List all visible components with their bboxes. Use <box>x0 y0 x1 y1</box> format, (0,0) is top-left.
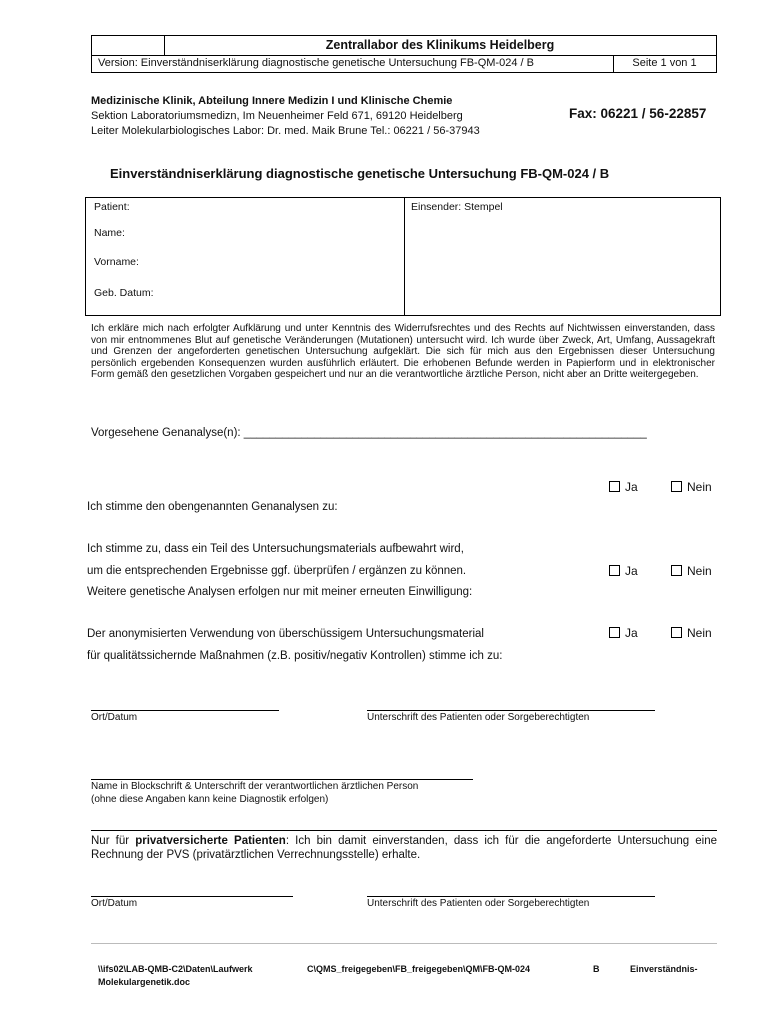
header-page-number: Seite 1 von 1 <box>632 57 697 69</box>
physician-signature-label: Name in Blockschrift & Unterschrift der verantwortlichen ärztlichen Person <box>91 781 419 792</box>
footer-document-name: Einverständnis- <box>630 964 698 974</box>
q3-ja-label: Ja <box>625 626 638 640</box>
q3-nein-label: Nein <box>687 626 712 640</box>
checkbox-icon <box>609 627 620 638</box>
patient-box <box>85 197 721 316</box>
pvs-paragraph <box>91 834 717 862</box>
header-row-title <box>92 36 716 56</box>
checkbox-icon <box>609 481 620 492</box>
header-empty-cell <box>92 36 165 55</box>
header-title: Zentrallabor des Klinikums Heidelberg <box>325 38 555 52</box>
q3-nein-checkbox[interactable] <box>671 626 712 640</box>
signature-line-physician[interactable] <box>91 779 473 780</box>
question-3-line-2: für qualitätssichernde Maßnahmen (z.B. positiv/negativ Kontrollen) stimme ich zu: <box>87 650 503 662</box>
department-line-3: Leiter Molekularbiologisches Labor: Dr. med. Maik Brune Tel.: 06221 / 56-37943 <box>91 125 480 137</box>
physician-signature-note: (ohne diese Angaben kann keine Diagnostik erfolgen) <box>91 794 329 805</box>
consent-paragraph: Ich erkläre mich nach erfolgter Aufklärung und unter Kenntnis des Widerrufsrechtes und des Rechts auf Nichtwissen einverstanden, dass von mir entnommenes Blut auf genetische Veränderungen (Mutationen) untersucht wird. Ich wurde über Zweck, Art, Umfang, Aussagekraft und Grenzen der angeforderten genetischen Untersuchung aufgeklärt. Die sich für mich aus den Ergebnissen dieser Untersuchung persönlich ergebenden Konsequenzen wurden ausführlich erläutert. Die erhobenen Befunde werden in Papierform und in elektronischer Form gemäß den gesetzlichen Vorgaben gespeichert und nur an die verantwortliche ärztliche Person, nicht aber an Dritte weitergegeben. <box>91 323 715 380</box>
ort-datum-label-1: Ort/Datum <box>91 712 138 723</box>
pvs-bold: privatversicherte Patienten <box>135 835 286 847</box>
question-2-line-2: um die entsprechenden Ergebnisse ggf. überprüfen / ergänzen zu können. <box>87 565 467 577</box>
footer-revision: B <box>593 964 600 974</box>
footer-rule <box>91 943 717 944</box>
ort-datum-label-2: Ort/Datum <box>91 898 138 909</box>
patient-birthdate-field[interactable]: Geb. Datum: <box>94 287 154 299</box>
signature-line-patient-2[interactable] <box>367 896 655 897</box>
signature-line-patient-1[interactable] <box>367 710 655 711</box>
department-line-2: Sektion Laboratoriumsmedizn, Im Neuenheimer Feld 671, 69120 Heidelberg <box>91 110 463 122</box>
patient-signature-label-2: Unterschrift des Patienten oder Sorgeberechtigten <box>367 898 590 909</box>
q1-ja-label: Ja <box>625 480 638 494</box>
header-version: Version: Einverständniserklärung diagnostische genetische Untersuchung FB-QM-024 / B <box>98 57 534 69</box>
genanalyse-blank[interactable]: _______________________________________________________________ <box>243 427 647 439</box>
question-2-line-3: Weitere genetische Analysen erfolgen nur mit meiner erneuten Einwilligung: <box>87 586 473 598</box>
question-1: Ich stimme den obengenannten Genanalysen zu: <box>87 501 338 513</box>
pvs-prefix: Nur für <box>91 835 136 847</box>
footer-path-2: C\QMS_freigegeben\FB_freigegeben\QM\FB-QM-024 <box>307 964 531 974</box>
signature-line-ort-datum-1[interactable] <box>91 710 279 711</box>
signature-line-ort-datum-2[interactable] <box>91 896 293 897</box>
q3-ja-checkbox[interactable] <box>609 626 638 640</box>
checkbox-icon <box>609 565 620 576</box>
patient-name-field[interactable]: Name: <box>94 227 125 239</box>
sender-stamp-field[interactable]: Einsender: Stempel <box>411 201 503 213</box>
q2-nein-label: Nein <box>687 564 712 578</box>
patient-vorname-field[interactable]: Vorname: <box>94 256 139 268</box>
department-line-1: Medizinische Klinik, Abteilung Innere Medizin I und Klinische Chemie <box>91 95 453 107</box>
footer-path-1-line-1: \\ifs02\LAB-QMB-C2\Daten\Laufwerk <box>98 964 253 974</box>
pvs-rest: : Ich bin damit einverstanden, dass ich für die angeforderte Untersuchung eine Rechnung der PVS (privatärztlichen Verrechnungsstelle) erhalte. <box>91 835 718 861</box>
patient-label: Patient: <box>94 201 130 213</box>
fax-number: Fax: 06221 / 56-22857 <box>569 106 707 121</box>
header-row-version <box>92 55 716 72</box>
document-title: Einverständniserklärung diagnostische genetische Untersuchung FB-QM-024 / B <box>110 166 610 181</box>
question-3-line-1: Der anonymisierten Verwendung von überschüssigem Untersuchungsmaterial <box>87 628 484 640</box>
patient-signature-label-1: Unterschrift des Patienten oder Sorgeberechtigten <box>367 712 590 723</box>
checkbox-icon <box>671 565 682 576</box>
header-table <box>91 35 717 73</box>
q2-ja-checkbox[interactable] <box>609 564 638 578</box>
question-2-line-1: Ich stimme zu, dass ein Teil des Untersuchungsmaterials aufbewahrt wird, <box>87 543 464 555</box>
q1-nein-checkbox[interactable] <box>671 480 712 494</box>
genanalyse-row <box>91 427 647 439</box>
q2-nein-checkbox[interactable] <box>671 564 712 578</box>
footer-path-1-line-2: Molekulargenetik.doc <box>98 977 191 987</box>
genanalyse-label: Vorgesehene Genanalyse(n): <box>91 427 244 439</box>
patient-box-divider <box>404 198 405 315</box>
pvs-rule <box>91 830 717 831</box>
q1-nein-label: Nein <box>687 480 712 494</box>
checkbox-icon <box>671 627 682 638</box>
department-block <box>91 94 480 139</box>
checkbox-icon <box>671 481 682 492</box>
q1-ja-checkbox[interactable] <box>609 480 638 494</box>
q2-ja-label: Ja <box>625 564 638 578</box>
